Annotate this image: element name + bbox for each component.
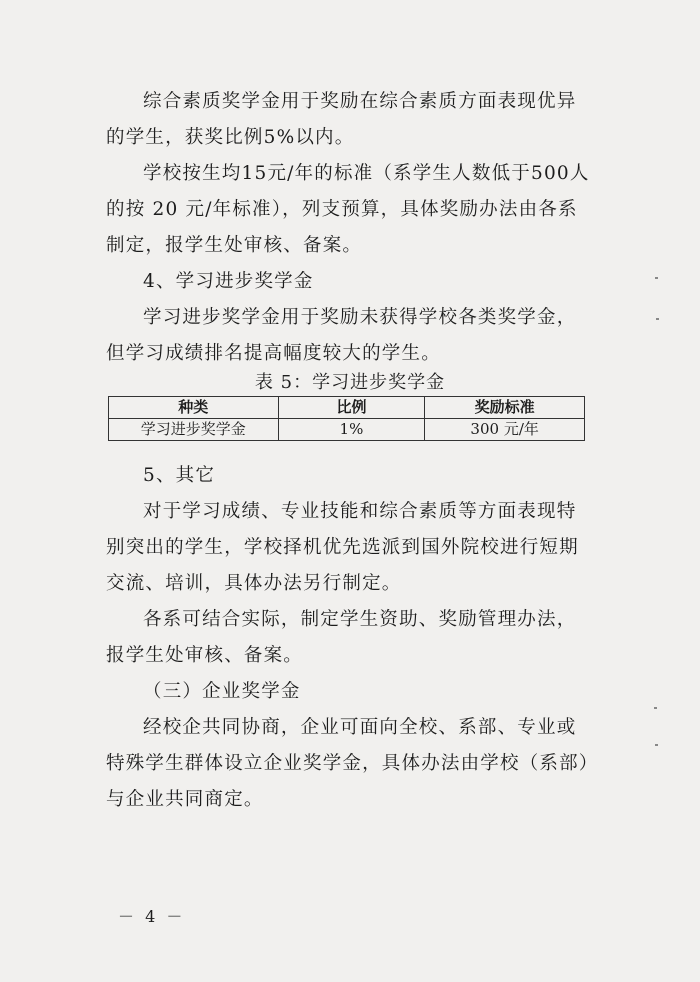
page-number: － 4 － [118, 907, 186, 926]
paragraph-comprehensive-quality: 综合素质奖学金用于奖励在综合素质方面表现优异的学生，获奖比例5%以内。 [106, 91, 577, 148]
table-cell-ratio: 1% [278, 419, 425, 441]
table-header-type: 种类 [109, 397, 279, 419]
paragraph-exchange-program: 对于学习成绩、专业技能和综合素质等方面表现特别突出的学生，学校择机优先选派到国外院校进行短期交流、培训，具体办法另行制定。 [106, 501, 579, 594]
paragraph-progress-scholarship: 学习进步奖学金用于奖励未获得学校各类奖学金，但学习成绩排名提高幅度较大的学生。 [106, 307, 577, 364]
scholarship-table [108, 396, 585, 441]
table-caption: 表 5：学习进步奖学金 [254, 372, 446, 393]
scan-speck [655, 744, 658, 746]
scan-speck [654, 707, 657, 709]
paragraph-funding-standard: 学校按生均15元/年的标准（系学生人数低于500人的按 20 元/年标准），列支预算，具体奖励办法由各系制定，报学生处审核、备案。 [106, 163, 590, 256]
table-header-standard: 奖励标准 [425, 397, 585, 419]
paragraph-enterprise-scholarship: 经校企共同协商，企业可面向全校、系部、专业或特殊学生群体设立企业奖学金，具体办法由学校（系部）与企业共同商定。 [106, 717, 590, 810]
table-row [109, 419, 585, 441]
heading-progress-scholarship: 4、学习进步奖学金 [143, 271, 314, 292]
table-cell-standard: 300 元/年 [425, 419, 585, 441]
heading-enterprise-scholarship: （三）企业奖学金 [143, 681, 301, 702]
scan-speck [655, 277, 658, 279]
table-cell-type: 学习进步奖学金 [109, 419, 279, 441]
heading-others: 5、其它 [143, 465, 216, 486]
table-header-ratio: 比例 [278, 397, 425, 419]
scan-speck [656, 318, 659, 320]
paragraph-department-measures: 各系可结合实际，制定学生资助、奖励管理办法，报学生处审核、备案。 [106, 609, 577, 666]
table-header-row [109, 397, 585, 419]
